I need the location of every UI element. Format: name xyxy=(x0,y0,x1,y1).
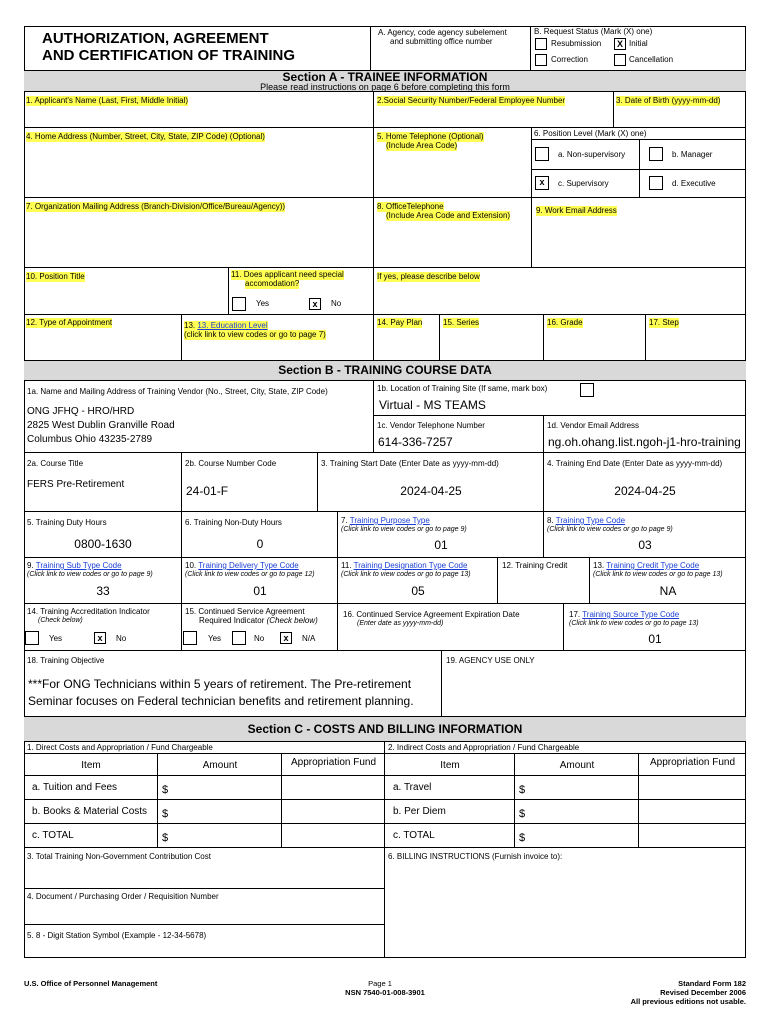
indirect-currency-sign: $ xyxy=(519,832,526,844)
dob-field[interactable] xyxy=(614,92,746,128)
series-label: 15. Series xyxy=(443,318,480,327)
status-initial-label: Initial xyxy=(629,39,648,48)
home-address-label: 4. Home Address (Number, Street, City, State, ZIP Code) (Optional) xyxy=(26,132,265,141)
vendor-line3: Columbus Ohio 43235-2789 xyxy=(27,434,153,445)
purpose-type-link[interactable]: Training Purpose Type xyxy=(349,516,430,525)
appointment-type-label: 12. Type of Appointment xyxy=(26,318,113,327)
direct-row-approp[interactable] xyxy=(282,800,385,824)
csa-indicator-label2-text: Required Indicator xyxy=(199,616,265,625)
designation-type-label: 11. Training Designation Type Code xyxy=(341,561,468,570)
ssn-label: 2.Social Security Number/Federal Employee Number xyxy=(377,96,566,105)
type-code-sub: (Click link to view codes or go to page 9) xyxy=(547,526,673,533)
direct-row-item xyxy=(24,800,158,824)
agency-label: A. Agency, code agency subelement xyxy=(378,28,507,37)
purpose-type-field[interactable] xyxy=(338,512,544,558)
source-type-link[interactable]: Training Source Type Code xyxy=(582,610,680,619)
duty-hours-field[interactable] xyxy=(24,512,182,558)
divider xyxy=(530,26,531,70)
indirect-costs-header xyxy=(385,742,746,754)
end-date-field[interactable] xyxy=(544,453,746,512)
vendor-email-label: 1d. Vendor Email Address xyxy=(547,421,640,430)
accommodation-description-field[interactable] xyxy=(374,268,746,315)
supervisory-label: c. Supervisory xyxy=(558,179,609,188)
indirect-costs-label: 2. Indirect Costs and Appropriation / Fund Chargeable xyxy=(388,743,580,752)
sub-type-label: 9. Training Sub Type Code xyxy=(27,561,122,570)
status-cancellation-checkbox[interactable] xyxy=(614,54,626,66)
direct-amount-header-text: Amount xyxy=(202,760,238,771)
education-level-field[interactable] xyxy=(182,315,374,361)
pay-plan-field[interactable] xyxy=(374,315,440,361)
footer-page: Page 1 xyxy=(368,979,392,988)
accommodation-yes-label: Yes xyxy=(256,299,270,308)
accommodation-label2: accomodation? xyxy=(245,279,300,288)
station-symbol-label: 5. 8 - Digit Station Symbol (Example - 12-34-5678) xyxy=(27,931,207,940)
org-address-field[interactable] xyxy=(24,198,374,268)
billing-instructions-field[interactable] xyxy=(385,848,746,958)
accreditation-group xyxy=(24,604,182,651)
work-email-label: 9. Work Email Address xyxy=(536,206,617,215)
status-resubmission-checkbox[interactable] xyxy=(535,38,547,50)
direct-row-approp[interactable] xyxy=(282,824,385,848)
vendor-phone-value: 614-336-7257 xyxy=(378,435,453,449)
course-title-value: FERS Pre-Retirement xyxy=(27,479,125,490)
csa-na-checkbox[interactable]: x xyxy=(280,632,292,644)
home-address-field[interactable] xyxy=(24,128,374,198)
series-field[interactable] xyxy=(440,315,544,361)
station-symbol-field[interactable] xyxy=(24,925,385,958)
purpose-type-value: 01 xyxy=(434,538,448,552)
accommodation-yes-checkbox[interactable] xyxy=(232,297,246,311)
training-objective-label: 18. Training Objective xyxy=(27,656,105,665)
type-code-value: 03 xyxy=(638,538,652,552)
indirect-approp-header-text: Appropriation Fund xyxy=(649,757,736,768)
indirect-item-header-text: Item xyxy=(440,760,460,771)
agency-label2: and submitting office number xyxy=(390,37,493,46)
indirect-row-approp[interactable] xyxy=(639,776,746,800)
direct-costs-label: 1. Direct Costs and Appropriation / Fund Chargeable xyxy=(27,743,213,752)
billing-instructions-label: 6. BILLING INSTRUCTIONS (Furnish invoice to): xyxy=(388,852,563,861)
position-level-group xyxy=(532,128,746,198)
course-number-field[interactable] xyxy=(182,453,318,512)
accommodation-label: 11. Does applicant need special xyxy=(231,270,344,279)
footer-form-number: Standard Form 182 xyxy=(678,979,746,988)
office-telephone-label: 8. OfficeTelephone xyxy=(377,202,444,211)
vendor-address-field[interactable] xyxy=(24,381,374,453)
home-telephone-label: 5. Home Telephone (Optional) xyxy=(377,132,484,141)
dob-label: 3. Date of Birth (yyyy-mm-dd) xyxy=(616,96,721,105)
designation-type-field[interactable] xyxy=(338,558,498,604)
indirect-amount-header-text: Amount xyxy=(559,760,595,771)
accommodation-description-label: If yes, please describe below xyxy=(377,272,480,281)
position-level-label: 6. Position Level (Mark (X) one) xyxy=(534,129,647,138)
training-credit-label: 12. Training Credit xyxy=(502,561,568,570)
step-label: 17. Step xyxy=(649,318,679,327)
grade-field[interactable] xyxy=(544,315,646,361)
credit-type-value: NA xyxy=(659,584,677,598)
office-telephone-field[interactable] xyxy=(374,198,532,268)
vendor-phone-label: 1c. Vendor Telephone Number xyxy=(377,421,485,430)
non-duty-hours-field[interactable] xyxy=(182,512,338,558)
manager-checkbox[interactable] xyxy=(649,147,663,161)
credit-type-label: 13. Training Credit Type Code xyxy=(593,561,700,570)
sub-type-sub: (Click link to view codes or go to page 9) xyxy=(27,571,153,578)
indirect-row-item xyxy=(385,776,515,800)
indirect-approp-header xyxy=(639,754,746,776)
pay-plan-label: 14. Pay Plan xyxy=(377,318,423,327)
manager-label: b. Manager xyxy=(672,150,713,159)
position-title-field[interactable] xyxy=(24,268,229,315)
form-title-line2: AND CERTIFICATION OF TRAINING xyxy=(42,47,296,64)
indirect-amount-header xyxy=(515,754,639,776)
status-correction-checkbox[interactable] xyxy=(535,54,547,66)
end-date-label: 4. Training End Date (Enter Date as yyyy-mm-dd) xyxy=(547,459,723,468)
applicant-name-field[interactable] xyxy=(24,92,374,128)
footer-nsn: NSN 7540-01-008-3901 xyxy=(345,988,425,997)
training-objective-line2: Seminar focuses on Federal technician benefits and retirement planning. xyxy=(28,694,414,708)
org-address-label: 7. Organization Mailing Address (Branch-Division/Office/Bureau/Agency)) xyxy=(26,202,286,211)
non-supervisory-label: a. Non-supervisory xyxy=(558,150,626,159)
training-location-field[interactable] xyxy=(374,381,746,416)
accreditation-sub: (Check below) xyxy=(38,617,83,624)
direct-row-item-text: b. Books & Material Costs xyxy=(32,806,148,817)
accommodation-no-label: No xyxy=(331,299,342,308)
direct-item-header xyxy=(24,754,158,776)
section-b-title: Section B - TRAINING COURSE DATA xyxy=(24,361,746,381)
request-status-label: B. Request Status (Mark (X) one) xyxy=(534,27,653,36)
home-telephone-sub: (Include Area Code) xyxy=(386,141,458,150)
education-level-sub: (click link to view codes or go to page 7) xyxy=(184,330,326,339)
purpose-type-sub: (Click link to view codes or go to page 9) xyxy=(341,526,467,533)
csa-indicator-group xyxy=(182,604,338,651)
non-supervisory-checkbox[interactable] xyxy=(535,147,549,161)
footer-agency: U.S. Office of Personnel Management xyxy=(24,979,158,988)
duty-hours-label: 5. Training Duty Hours xyxy=(27,518,107,527)
accreditation-yes-label: Yes xyxy=(49,634,63,643)
csa-expiration-label: 16. Continued Service Agreement Expiration Date xyxy=(343,610,520,619)
education-level-link[interactable]: 13. Education Level xyxy=(197,321,268,330)
section-a-note: Please read instructions on page 6 before completing this form xyxy=(260,82,510,92)
non-duty-hours-label: 6. Training Non-Duty Hours xyxy=(185,518,282,527)
csa-yes-checkbox[interactable] xyxy=(183,631,197,645)
same-location-checkbox[interactable] xyxy=(580,383,594,397)
direct-amount-header xyxy=(158,754,282,776)
indirect-currency-sign: $ xyxy=(519,808,526,820)
direct-row-amount[interactable] xyxy=(158,800,282,824)
home-telephone-field[interactable] xyxy=(374,128,532,198)
designation-type-link[interactable]: Training Designation Type Code xyxy=(353,561,468,570)
end-date-value: 2024-04-25 xyxy=(614,484,676,498)
csa-indicator-label2 xyxy=(199,616,318,626)
accreditation-no-label: No xyxy=(116,634,127,643)
direct-row-item xyxy=(24,776,158,800)
credit-type-field[interactable] xyxy=(590,558,746,604)
accreditation-no-checkbox[interactable]: x xyxy=(94,632,106,644)
csa-indicator-label: 15. Continued Service Agreement xyxy=(185,607,305,616)
purpose-type-label: 7. Training Purpose Type xyxy=(341,516,430,525)
course-title-label: 2a. Course Title xyxy=(27,459,84,468)
csa-expiration-sub: (Enter date as yyyy-mm-dd) xyxy=(357,620,444,627)
credit-type-sub: (Click link to view codes or go to page 13) xyxy=(593,571,723,578)
education-level-label: 13. 13. Education Level xyxy=(184,321,268,330)
applicant-name-label: 1. Applicant's Name (Last, First, Middle Initial) xyxy=(26,96,189,105)
direct-approp-header xyxy=(282,754,385,776)
status-initial-checkbox[interactable]: X xyxy=(614,38,626,50)
direct-costs-header xyxy=(24,742,385,754)
designation-type-sub: (Click link to view codes or go to page 13) xyxy=(341,571,471,578)
indirect-row-approp[interactable] xyxy=(639,824,746,848)
status-resubmission-label: Resubmission xyxy=(551,39,602,48)
type-code-link[interactable]: Training Type Code xyxy=(555,516,626,525)
accreditation-yes-checkbox[interactable] xyxy=(25,631,39,645)
direct-currency-sign: $ xyxy=(162,808,169,820)
indirect-row-amount[interactable] xyxy=(515,776,639,800)
form-title-line1: AUTHORIZATION, AGREEMENT xyxy=(42,30,269,47)
delivery-type-field[interactable] xyxy=(182,558,338,604)
designation-type-value: 05 xyxy=(411,584,425,598)
direct-row-item xyxy=(24,824,158,848)
indirect-item-header xyxy=(385,754,515,776)
executive-label: d. Executive xyxy=(672,179,716,188)
non-gov-contribution-field[interactable] xyxy=(24,848,385,889)
sub-type-field[interactable] xyxy=(24,558,182,604)
document-number-label: 4. Document / Purchasing Order / Requisition Number xyxy=(27,892,219,901)
delivery-type-label: 10. Training Delivery Type Code xyxy=(185,561,299,570)
training-location-label: 1b. Location of Training Site (If same, mark box) xyxy=(377,384,548,393)
non-duty-hours-value: 0 xyxy=(256,537,264,551)
document-number-field[interactable] xyxy=(24,889,385,925)
course-title-field[interactable] xyxy=(24,453,182,512)
csa-expiration-field[interactable] xyxy=(338,604,564,651)
appointment-type-field[interactable] xyxy=(24,315,182,361)
supervisory-checkbox[interactable]: x xyxy=(535,176,549,190)
grade-label: 16. Grade xyxy=(547,318,583,327)
work-email-field[interactable] xyxy=(532,198,746,268)
direct-row-approp[interactable] xyxy=(282,776,385,800)
source-type-sub: (Click link to view codes or go to page 13) xyxy=(569,620,699,627)
position-title-label: 10. Position Title xyxy=(26,272,85,281)
delivery-type-value: 01 xyxy=(253,584,267,598)
direct-row-amount[interactable] xyxy=(158,824,282,848)
direct-currency-sign: $ xyxy=(162,832,169,844)
csa-indicator-sub: (Check below) xyxy=(266,616,318,625)
footer-revised: Revised December 2006 xyxy=(660,988,746,997)
training-credit-field[interactable] xyxy=(498,558,590,604)
sub-type-value: 33 xyxy=(96,584,110,598)
vendor-address-label: 1a. Name and Mailing Address of Training Vendor (No., Street, City, State, ZIP Code) xyxy=(27,387,328,396)
indirect-row-item xyxy=(385,824,515,848)
divider xyxy=(639,139,640,198)
section-a-title: Section A - TRAINEE INFORMATION xyxy=(282,70,488,84)
csa-no-label: No xyxy=(254,634,265,643)
status-correction-label: Correction xyxy=(551,55,588,64)
source-type-label: 17. Training Source Type Code xyxy=(569,610,680,619)
indirect-row-approp[interactable] xyxy=(639,800,746,824)
source-type-field[interactable] xyxy=(564,604,746,651)
delivery-type-sub: (Click link to view codes or go to page 12) xyxy=(185,571,315,578)
indirect-currency-sign: $ xyxy=(519,784,526,796)
type-code-label: 8. Training Type Code xyxy=(547,516,626,525)
direct-approp-header-text: Appropriation Fund xyxy=(290,757,377,768)
executive-checkbox[interactable] xyxy=(649,176,663,190)
type-code-field[interactable] xyxy=(544,512,746,558)
start-date-value: 2024-04-25 xyxy=(400,484,462,498)
direct-item-header-text: Item xyxy=(81,760,101,771)
direct-row-amount[interactable] xyxy=(158,776,282,800)
direct-row-item-text: a. Tuition and Fees xyxy=(32,782,118,793)
csa-no-checkbox[interactable] xyxy=(232,631,246,645)
footer-editions: All previous editions not usable. xyxy=(630,997,746,1006)
step-field[interactable] xyxy=(646,315,746,361)
csa-na-label: N/A xyxy=(302,634,316,643)
start-date-field[interactable] xyxy=(318,453,544,512)
office-telephone-sub: (Include Area Code and Extension) xyxy=(386,211,511,220)
indirect-row-amount[interactable] xyxy=(515,800,639,824)
section-c-title: Section C - COSTS AND BILLING INFORMATION xyxy=(24,717,746,742)
form-page xyxy=(24,26,746,958)
csa-yes-label: Yes xyxy=(208,634,222,643)
delivery-type-link[interactable]: Training Delivery Type Code xyxy=(198,561,299,570)
vendor-email-field[interactable] xyxy=(544,416,746,453)
vendor-phone-field[interactable] xyxy=(374,416,544,453)
vendor-line2: 2825 West Dublin Granville Road xyxy=(27,420,175,431)
sub-type-link[interactable]: Training Sub Type Code xyxy=(35,561,122,570)
agency-use-field[interactable] xyxy=(442,651,746,717)
training-objective-line1: ***For ONG Technicians within 5 years of retirement. The Pre-retirement xyxy=(28,677,412,691)
indirect-row-amount[interactable] xyxy=(515,824,639,848)
vendor-line1: ONG JFHQ - HRO/HRD xyxy=(27,406,135,417)
vendor-email-value: ng.oh.ohang.list.ngoh-j1-hro-training xyxy=(548,435,741,449)
accreditation-label: 14. Training Accreditation Indicator xyxy=(27,607,150,616)
indirect-row-item-text: b. Per Diem xyxy=(393,806,446,817)
course-number-value: 24-01-F xyxy=(186,484,229,498)
non-gov-contribution-label: 3. Total Training Non-Government Contribution Cost xyxy=(27,852,211,861)
indirect-row-item-text: c. TOTAL xyxy=(393,830,435,841)
indirect-row-item-text: a. Travel xyxy=(393,782,432,793)
agency-use-label: 19. AGENCY USE ONLY xyxy=(446,656,535,665)
training-objective-field[interactable] xyxy=(24,651,442,717)
agency-input[interactable] xyxy=(370,46,530,70)
direct-currency-sign: $ xyxy=(162,784,169,796)
direct-row-item-text: c. TOTAL xyxy=(32,830,74,841)
accommodation-group xyxy=(229,268,374,315)
source-type-value: 01 xyxy=(648,632,662,646)
status-cancellation-label: Cancellation xyxy=(629,55,674,64)
start-date-label: 3. Training Start Date (Enter Date as yyyy-mm-dd) xyxy=(321,459,499,468)
accommodation-no-checkbox[interactable]: x xyxy=(309,298,321,310)
ssn-field[interactable] xyxy=(374,92,614,128)
section-a-header xyxy=(24,70,746,92)
training-location-value: Virtual - MS TEAMS xyxy=(379,398,486,412)
duty-hours-value: 0800-1630 xyxy=(74,537,132,551)
course-number-label: 2b. Course Number Code xyxy=(185,459,277,468)
credit-type-link[interactable]: Training Credit Type Code xyxy=(606,561,700,570)
indirect-row-item xyxy=(385,800,515,824)
